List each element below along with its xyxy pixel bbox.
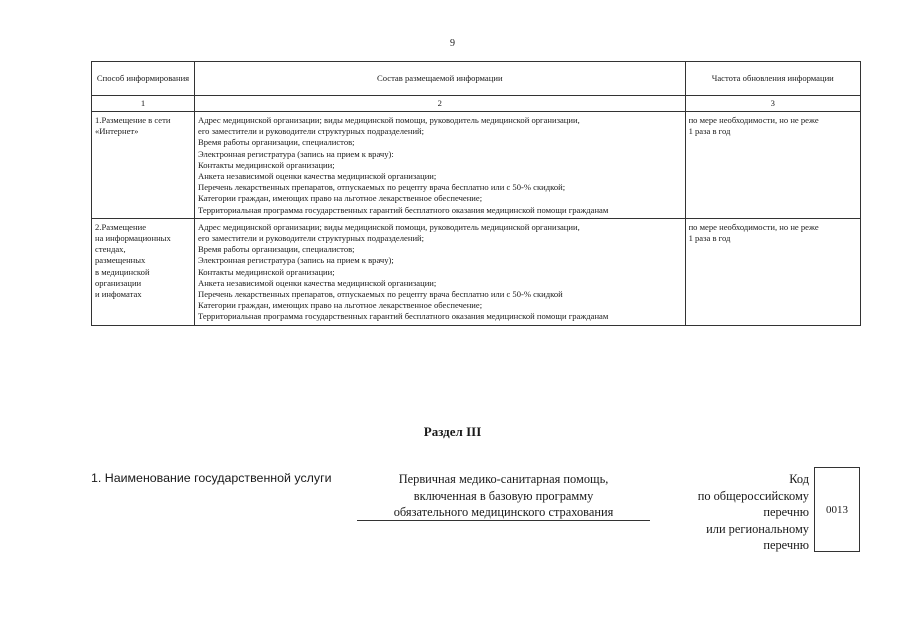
method-cell xyxy=(92,218,195,325)
content-line: Контакты медицинской организации; xyxy=(198,159,335,170)
page-number: 9 xyxy=(450,38,455,49)
content-line: Адрес медицинской организации; виды медицинской помощи, руководитель медицинской организации, xyxy=(198,221,580,232)
content-cell xyxy=(195,112,686,219)
method-line: размещенных xyxy=(95,255,146,266)
code-box xyxy=(814,467,860,552)
content-line: Перечень лекарственных препаратов, отпускаемых по рецепту врача бесплатно или с 50-% скидкой; xyxy=(198,182,566,193)
content-line: Категории граждан, имеющих право на льготное лекарственное обеспечение; xyxy=(198,193,483,204)
column-number: 1 xyxy=(92,96,195,112)
content-line: его заместители и руководители структурных подразделений; xyxy=(198,233,425,244)
frequency-line: по мере необходимости, но не реже xyxy=(688,221,819,232)
content-cell xyxy=(195,218,686,325)
content-line: Адрес медицинской организации; виды медицинской помощи, руководитель медицинской организации, xyxy=(198,115,580,125)
information-table xyxy=(91,61,861,326)
service-name-line: Первичная медико-санитарная помощь, xyxy=(398,472,609,486)
method-line: 1.Размещение в сети xyxy=(95,115,171,125)
content-line: Анкета независимой оценки качества медицинской организации; xyxy=(198,277,437,288)
method-line: 2.Размещение xyxy=(95,221,147,232)
service-name-line: обязательного медицинского страхования xyxy=(393,505,614,519)
content-line: его заместители и руководители структурных подразделений; xyxy=(198,126,425,137)
content-line: Перечень лекарственных препаратов, отпускаемых по рецепту врача бесплатно или с 50-% скидкой xyxy=(198,289,563,300)
frequency-line: 1 раза в год xyxy=(688,126,731,137)
header-content: Состав размещаемой информации xyxy=(195,62,686,96)
code-value: 0013 xyxy=(826,503,848,516)
frequency-line: 1 раза в год xyxy=(688,233,731,244)
method-line: на информационных xyxy=(95,233,171,244)
column-number-row xyxy=(92,96,861,112)
method-line: «Интернет» xyxy=(95,126,139,137)
code-label-line: Код xyxy=(789,472,809,486)
table-row xyxy=(92,218,861,325)
frequency-line: по мере необходимости, но не реже xyxy=(688,115,819,125)
content-line: Время работы организации, специалистов; xyxy=(198,244,355,255)
column-number: 3 xyxy=(685,96,860,112)
section-title: Раздел III xyxy=(423,424,482,439)
service-name-line: включенная в базовую программу xyxy=(413,488,594,503)
code-label-line: или региональному xyxy=(706,521,809,536)
content-line: Контакты медицинской организации; xyxy=(198,266,335,277)
service-name xyxy=(357,471,650,521)
column-number: 2 xyxy=(195,96,686,112)
content-line: Электронная регистратура (запись на прием к врачу): xyxy=(198,148,394,159)
frequency-cell xyxy=(685,218,860,325)
method-line: стендах, xyxy=(95,244,126,255)
content-line: Категории граждан, имеющих право на льготное лекарственное обеспечение; xyxy=(198,300,483,311)
content-line: Анкета независимой оценки качества медицинской организации; xyxy=(198,171,437,182)
code-label-line: перечню xyxy=(763,505,809,519)
header-frequency: Частота обновления информации xyxy=(685,62,860,96)
header-method: Способ информирования xyxy=(92,62,195,96)
method-line: организации xyxy=(95,277,142,288)
frequency-cell xyxy=(685,112,860,219)
table-row xyxy=(92,112,861,219)
method-line: в медицинской xyxy=(95,266,150,277)
service-label: 1. Наименование государственной услуги xyxy=(91,471,332,485)
content-line: Время работы организации, специалистов; xyxy=(198,137,355,148)
content-line: Электронная регистратура (запись на прием к врачу); xyxy=(198,255,394,266)
table-header-row xyxy=(92,62,861,96)
content-line: Территориальная программа государственных гарантий бесплатного оказания медицинской помощи гражданам xyxy=(198,311,609,322)
service-name-underline xyxy=(357,520,650,521)
content-line: Территориальная программа государственных гарантий бесплатного оказания медицинской помощи гражданам xyxy=(198,204,609,215)
method-cell xyxy=(92,112,195,219)
code-label xyxy=(656,471,809,554)
method-line: и инфоматах xyxy=(95,289,142,300)
code-label-line: по общероссийскому xyxy=(697,488,809,503)
code-label-line: перечню xyxy=(763,538,809,552)
